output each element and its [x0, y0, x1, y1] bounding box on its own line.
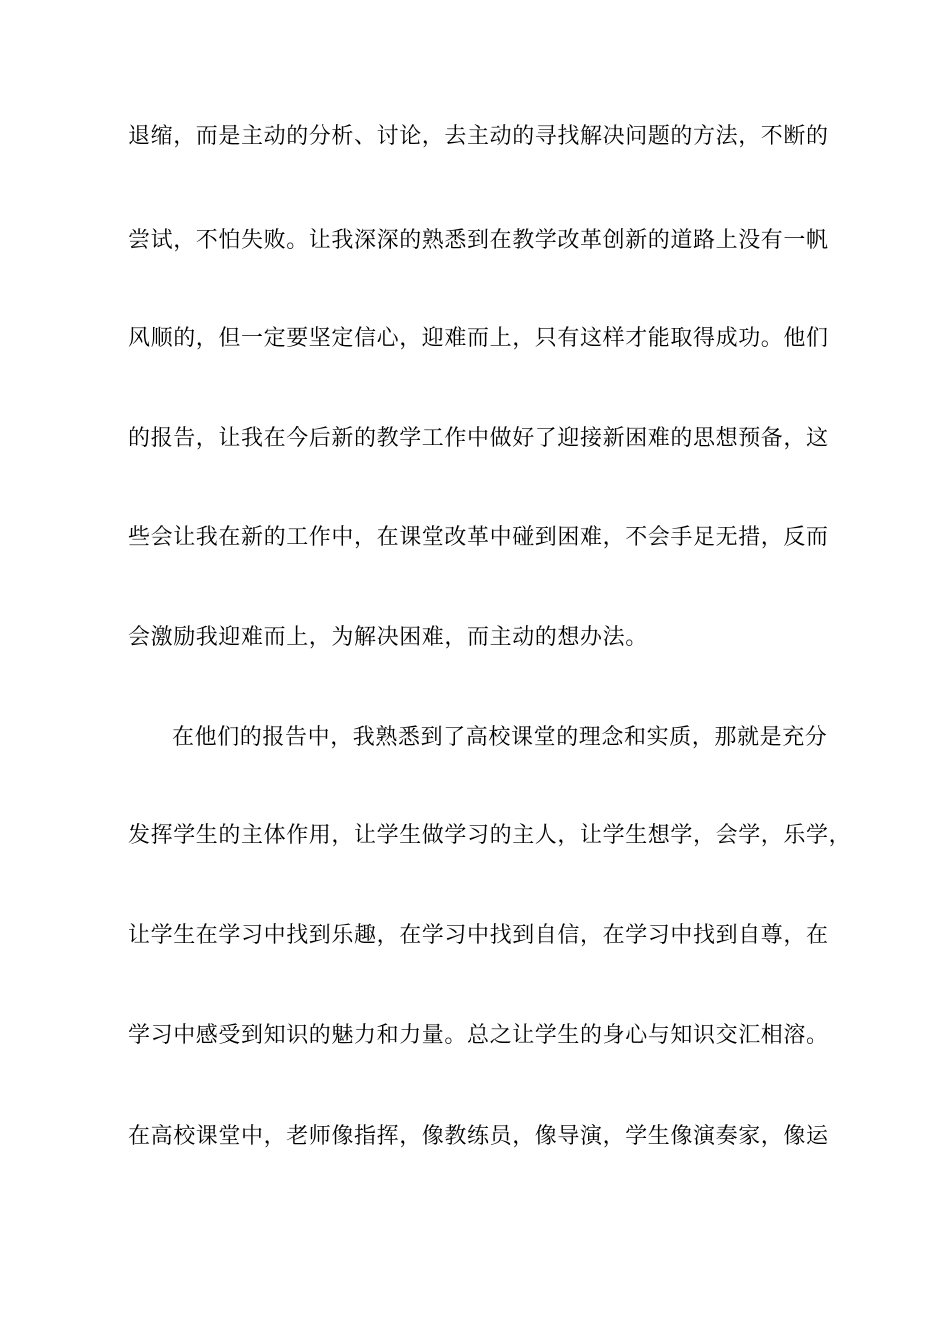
- paragraph-start-line: 在他们的报告中，我熟悉到了高校课堂的理念和实质，那就是充分: [172, 725, 828, 750]
- text-line-1: 退缩，而是主动的分析、讨论，去主动的寻找解决问题的方法，不断的: [128, 124, 829, 149]
- text-line-8: 发挥学生的主体作用，让学生做学习的主人，让学生想学，会学，乐学，: [128, 823, 852, 848]
- text-line-3: 风顺的，但一定要坚定信心，迎难而上，只有这样才能取得成功。他们: [128, 326, 829, 351]
- text-line-5: 些会让我在新的工作中，在课堂改革中碰到困难，不会手足无措，反而: [128, 525, 829, 550]
- text-line-9: 让学生在学习中找到乐趣，在学习中找到自信，在学习中找到自尊，在: [128, 923, 829, 948]
- text-line-11: 在高校课堂中，老师像指挥，像教练员，像导演，学生像演奏家，像运: [128, 1124, 829, 1149]
- text-line-4: 的报告，让我在今后新的教学工作中做好了迎接新困难的思想预备，这: [128, 426, 829, 451]
- text-line-10: 学习中感受到知识的魅力和力量。总之让学生的身心与知识交汇相溶。: [128, 1023, 829, 1048]
- text-line-6: 会激励我迎难而上，为解决困难，而主动的想办法。: [128, 625, 648, 650]
- text-line-2: 尝试，不怕失败。让我深深的熟悉到在教学改革创新的道路上没有一帆: [128, 228, 829, 253]
